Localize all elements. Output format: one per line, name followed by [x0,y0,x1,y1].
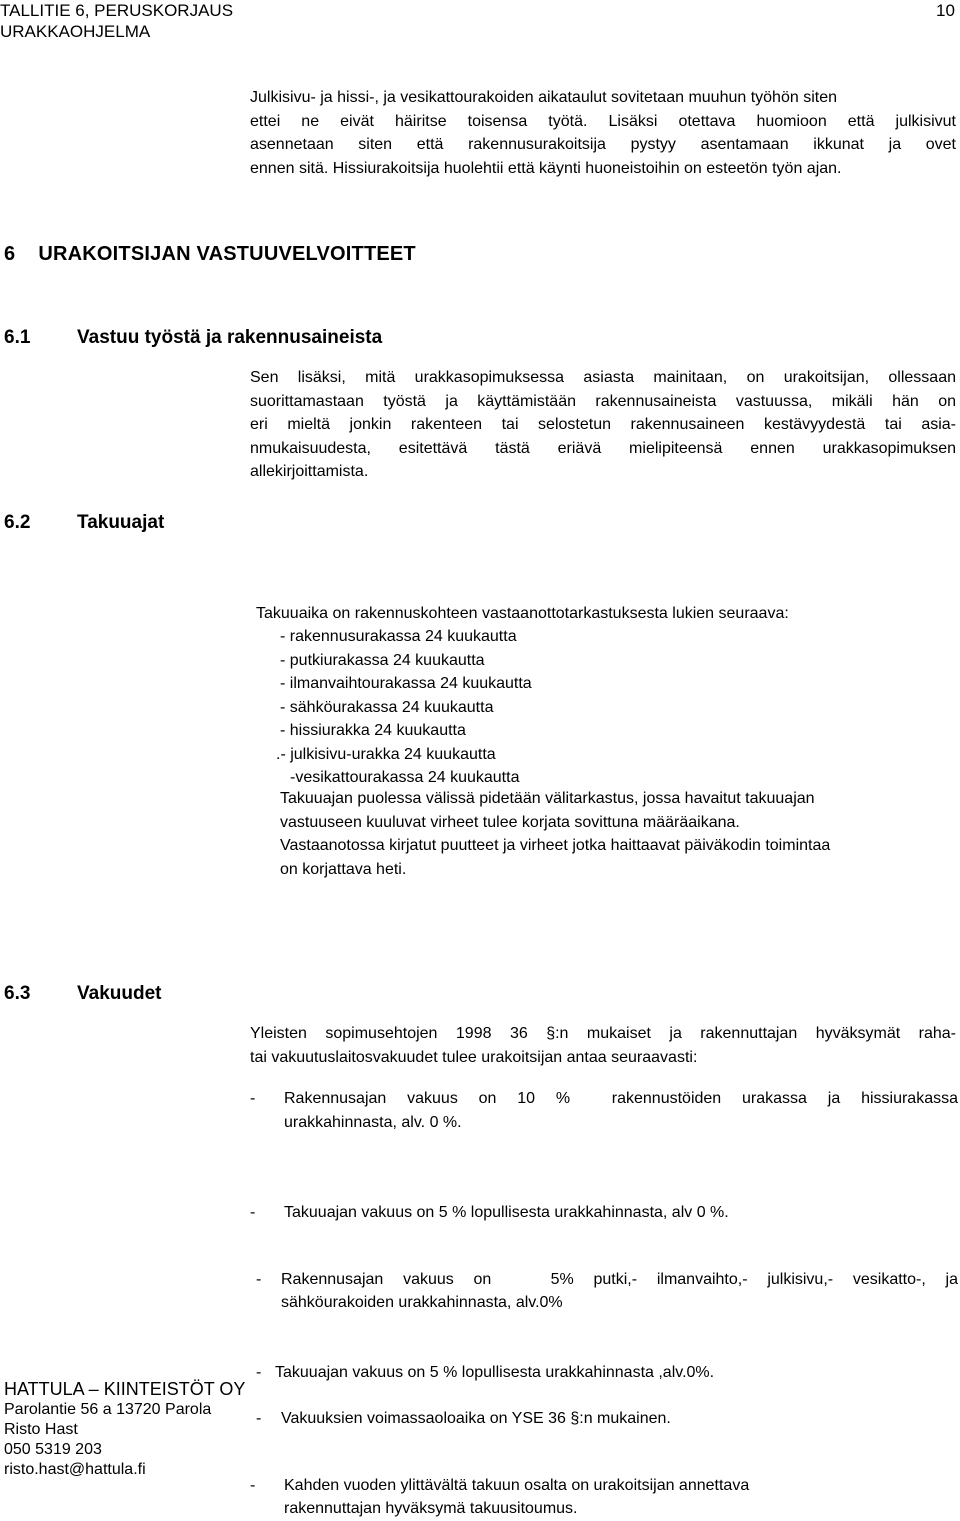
warranty-list [276,625,532,790]
page-header [0,0,233,42]
subsection-heading-6-2 [4,511,164,535]
subsection-heading-6-1 [4,326,382,350]
guarantee-item [256,1268,958,1315]
item-line: Takuuajan vakuus on 5 % lopullisesta urakkahinnasta, alv 0 %. [284,1204,729,1221]
paragraph-line: vastuuseen kuuluvat virheet tulee korjata sovittuna määräaikana. [280,813,740,831]
paragraph-line: nmukaisuudesta, esitettävä tästä eriävä mielipiteensä ennen urakkasopimuksen [250,439,956,457]
list-dash: - [250,1090,256,1107]
page-number: 10 [936,1,955,20]
item-line: Vakuuksien voimassaoloaika on YSE 36 §:n mukainen. [281,1410,671,1427]
item-line: rakennuttajan hyväksymä takuusitoumus. [284,1500,578,1517]
subsection-title: Vakuudet [77,983,162,1004]
list-item: - putkiurakassa 24 kuukautta [280,651,485,669]
list-item: - sähköurakassa 24 kuukautta [280,698,494,716]
guarantee-item [256,1361,958,1385]
section-heading: 6 URAKOITSIJAN VASTUUVELVOITTEET [4,243,416,265]
intro-line: Julkisivu- ja hissi-, ja vesikattourakoiden aikataulut sovitetaan muuhun työhön siten [250,89,837,106]
list-dash: - [250,1204,256,1221]
list-dash: - [256,1410,262,1427]
item-line: Rakennusajan vakuus on 5% putki,- ilmanvaihto,- julkisivu,- vesikatto-, ja [281,1270,958,1288]
list-item: .- julkisivu-urakka 24 kuukautta [276,745,496,763]
subsection-title: Takuuajat [77,512,165,533]
list-item: -vesikattourakassa 24 kuukautta [290,769,520,786]
guarantee-item [250,1474,958,1521]
footer-phone: 050 5319 203 [4,1441,102,1458]
footer-email: risto.hast@hattula.fi [4,1461,146,1478]
subsection-number: 6.2 [4,512,31,533]
footer-address: Parolantie 56 a 13720 Parola [4,1401,212,1418]
paragraph-line: Sen lisäksi, mitä urakkasopimuksessa asiasta mainitaan, on urakoitsijan, ollessaan [250,369,956,386]
paragraph-line: suorittamastaan työstä ja käyttämistään rakennusaineista vastuussa, mikäli hän on [250,392,956,410]
item-line: Rakennusajan vakuus on 10 % rakennustöiden urakassa ja hissiurakassa [284,1090,958,1107]
paragraph-line: Takuuajan puolessa välissä pidetään välitarkastus, jossa havaitut takuuajan [280,790,815,807]
item-line: urakkahinnasta, alv. 0 %. [284,1113,462,1131]
list-dash: - [256,1363,262,1381]
subsection-title: Vastuu työstä ja rakennusaineista [77,327,383,348]
subsection-heading-6-3 [4,982,161,1006]
list-dash: - [250,1476,256,1494]
paragraph-line: Yleisten sopimusehtojen 1998 36 §:n mukaiset ja rakennuttajan hyväksymät raha- [250,1025,956,1042]
header-subtitle: URAKKAOHJELMA [0,22,151,41]
list-item: - ilmanvaihtourakassa 24 kuukautta [280,675,532,692]
paragraph-line: eri mieltä jonkin rakenteen tai selostetun rakennusaineen kestävyydestä tai asia- [250,416,956,433]
list-dash: - [256,1270,262,1288]
paragraph-line: Vastaanotossa kirjatut puutteet ja virheet jotka haittaavat päiväkodin toimintaa [280,837,831,854]
intro-line: asennetaan siten että rakennusurakoitsija pystyy asentamaan ikkunat ja ovet [250,136,956,153]
paragraph-line: tai vakuutuslaitosvakuudet tulee urakoitsijan antaa seuraavasti: [250,1048,698,1066]
subsection-number: 6.1 [4,327,31,348]
guarantee-item [250,1087,958,1134]
guarantee-item [256,1407,958,1431]
intro-paragraph [250,86,956,180]
paragraph-6-1 [250,366,956,484]
item-line: sähköurakoiden urakkahinnasta, alv.0% [281,1294,563,1311]
subsection-number: 6.3 [4,983,31,1004]
item-line: Kahden vuoden ylittävältä takuun osalta on urakoitsijan annettava [284,1476,750,1494]
footer-person: Risto Hast [4,1421,78,1438]
paragraph-6-2-body [280,787,960,881]
intro-line: ennen sitä. Hissiurakoitsija huolehtii että käynti huoneistoihin on esteetön työn ajan. [250,159,842,177]
header-title: TALLITIE 6, PERUSKORJAUS [0,1,234,20]
footer-company: HATTULA – KIINTEISTÖT OY [4,1379,246,1399]
item-line: Takuuajan vakuus on 5 % lopullisesta urakkahinnasta ,alv.0%. [275,1363,715,1381]
page-footer [4,1378,245,1480]
paragraph-6-3-intro [250,1022,956,1069]
intro-line: ettei ne eivät häiritse toisensa työtä. Lisäksi otettava huomioon että julkisivut [250,112,956,130]
paragraph-line: on korjattava heti. [280,860,407,878]
list-item: - rakennusurakassa 24 kuukautta [280,628,517,645]
list-item: - hissiurakka 24 kuukautta [280,722,466,739]
paragraph-6-2-intro: Takuuaika on rakennuskohteen vastaanottotarkastuksesta lukien seuraava: [256,605,789,622]
paragraph-line: allekirjoittamista. [250,463,369,480]
guarantee-item [250,1201,958,1225]
